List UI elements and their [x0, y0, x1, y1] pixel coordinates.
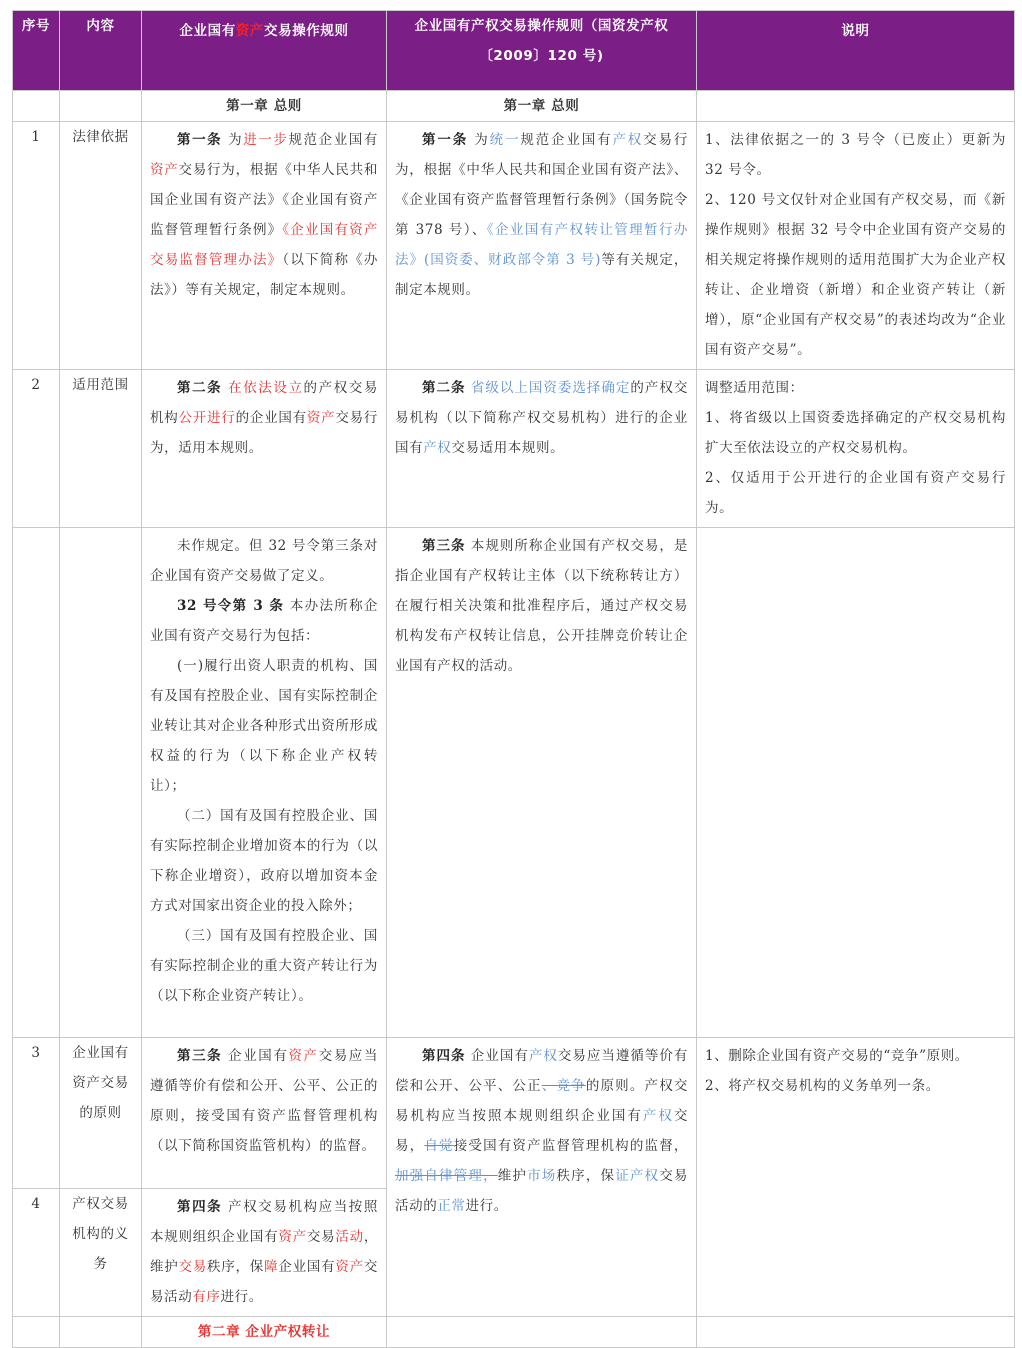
row-topic: 适用范围: [60, 370, 142, 528]
text-run: 交易适用本规则。: [451, 440, 565, 456]
text-run: 本规则所称企业国有产权交易，是指企业国有产权转让主体（以下统称转让方）在履行相关决策和批准程序后，通过产权交易机构发布产权转让信息，公开挂牌竞价转让企业国有产权的活动。: [395, 538, 688, 674]
new-rule-paragraph: [150, 1041, 378, 1161]
header-old-line2: 〔2009〕120 号): [479, 48, 604, 64]
text-run: 正常: [437, 1198, 466, 1214]
text-run: ，维护: [150, 1229, 379, 1275]
new-rule-paragraph: [150, 801, 378, 921]
row-topic: 法律依据: [60, 122, 142, 370]
text-run: 第三条: [422, 538, 466, 554]
old-rule-text: [387, 122, 697, 370]
note-text: [697, 1038, 1015, 1317]
text-run: 交易应当遵循等价有偿和公开、公平、公正的原则，接受国有资产监督管理机构（以下简称国资监管机构）的监督。: [150, 1048, 378, 1154]
text-run: 产权: [642, 1108, 674, 1124]
text-run: （三）国有及国有控股企业、国有实际控制企业的重大资产转让行为（以下称企业资产转让）。: [150, 928, 378, 1004]
row-topic: 产权交易机构的义务: [60, 1189, 142, 1317]
header-note: 说明: [697, 11, 1015, 91]
text-run: 、竞争: [541, 1078, 586, 1094]
header-old-rules: [387, 11, 697, 91]
text-run: 的产权交易机构（以下简称产权交易机构）进行的企业国有: [395, 380, 688, 456]
note-line: 2、将产权交易机构的义务单列一条。: [705, 1078, 940, 1094]
text-run: （以下简称《办法》）等有关规定，制定本规则。: [150, 252, 378, 298]
text-run: 统一: [489, 132, 521, 148]
text-run: 交易行为，根据《中华人民共和国企业国有资产法》《企业国有资产监督管理暂行条例》: [150, 162, 379, 238]
header-num: 序号: [13, 11, 60, 91]
text-run: 《企业国有产权转让管理暂行办法》(国资委、财政部令第 3 号): [395, 222, 689, 268]
text-run: 规范企业国有: [288, 132, 378, 148]
text-run: 交易活动的: [395, 1168, 689, 1214]
text-run: 交易: [178, 1259, 208, 1275]
old-rule-text: [387, 370, 697, 528]
new-rule-text: [142, 528, 387, 1038]
text-run: 市场: [527, 1168, 557, 1184]
old-rule-paragraph: [395, 1041, 688, 1221]
text-run: 交易行为，根据《中华人民共和国企业国有资产法》、《企业国有资产监督管理暂行条例》（国务院令第 378 号）、: [395, 132, 688, 238]
table-row-2: [13, 370, 1015, 528]
old-rule-text: [387, 528, 697, 1038]
new-rule-text: [142, 370, 387, 528]
header-old-line1: 企业国有产权交易操作规则（国资发产权: [414, 18, 669, 34]
chapter1-old: 第一章 总则: [387, 91, 697, 122]
new-rule-paragraph: [150, 373, 378, 463]
text-run: 等有关规定，制定本规则。: [395, 252, 688, 298]
text-run: 第一条: [422, 132, 469, 148]
note-line: 2、仅适用于公开进行的企业国有资产交易行为。: [705, 470, 1006, 516]
text-run: 省级以上国资委选择确定: [470, 380, 631, 396]
text-run: 交易应当遵循等价有偿和公开、公平、公正: [395, 1048, 688, 1094]
text-run: 企业国有: [278, 1259, 336, 1275]
row-number: 2: [13, 370, 60, 528]
text-run: 为: [222, 132, 244, 148]
note-line: 2、120 号文仅针对企业国有产权交易，而《新操作规则》根据 32 号令中企业国有资产交易的相关规定将操作规则的适用范围扩大为企业产权转让、企业增资（新增）和企业资产转让（新增），原“企业国有产权交易”的表述均改为“企业国有资产交易”。: [705, 192, 1006, 358]
text-run: （二）国有及国有控股企业、国有实际控制企业增加资本的行为（以下称企业增资），政府以增加资本金方式对国家出资企业的投入除外；: [150, 808, 378, 914]
text-run: 资产: [150, 162, 179, 178]
text-run: 产权: [612, 132, 644, 148]
header-new-b: 交易操作规则: [264, 23, 349, 39]
text-run: 活动: [335, 1229, 364, 1245]
old-rule-paragraph: [395, 373, 688, 463]
new-rule-paragraph: [150, 531, 378, 591]
text-run: 第二条: [422, 380, 466, 396]
text-run: 资产: [288, 1048, 319, 1064]
text-run: 企业国有: [465, 1048, 529, 1064]
chapter1-new: 第一章 总则: [142, 91, 387, 122]
new-rule-text: [142, 1038, 387, 1189]
text-run: 进行。: [465, 1198, 508, 1214]
text-run: 进行。: [220, 1289, 263, 1305]
header-new-a: 企业国有: [179, 23, 236, 39]
chapter2-row: [13, 1317, 1015, 1348]
text-run: 第四条: [177, 1199, 223, 1215]
text-run: 产权: [528, 1048, 558, 1064]
text-run: 进一步: [243, 132, 289, 148]
old-rule-paragraph: [395, 531, 688, 681]
note-line: 1、将省级以上国资委选择确定的产权交易机构扩大至依法设立的产权交易机构。: [705, 410, 1006, 456]
text-run: 秩序，保: [556, 1168, 616, 1184]
note-line: 1、删除企业国有资产交易的“竞争”原则。: [705, 1048, 969, 1064]
new-rule-text: [142, 1189, 387, 1317]
header-topic: 内容: [60, 11, 142, 91]
text-run: 第三条: [177, 1048, 223, 1064]
text-run: 接受国有资产监督管理机构的监督，: [453, 1138, 688, 1154]
text-run: 产权: [423, 440, 452, 456]
row-topic: 企业国有资产交易的原则: [60, 1038, 142, 1189]
comparison-table: [12, 10, 1015, 1348]
text-run: 在依法设立: [228, 380, 304, 396]
chapter2-new: 第二章 企业产权转让: [142, 1317, 387, 1348]
table-row-definition: [13, 528, 1015, 1038]
new-rule-paragraph: [150, 921, 378, 1011]
note-text: [697, 370, 1015, 528]
text-run: 的产权交易机构: [150, 380, 378, 426]
text-run: 第四条: [422, 1048, 466, 1064]
text-run: 第一条: [177, 132, 223, 148]
text-run: 交易: [306, 1229, 336, 1245]
text-run: 资产: [306, 410, 336, 426]
new-rule-paragraph: [150, 651, 378, 801]
text-run: 资产: [278, 1229, 307, 1245]
row-number: 1: [13, 122, 60, 370]
text-run: 秩序，保: [207, 1259, 265, 1275]
text-run: 本办法所称企业国有资产交易行为包括：: [150, 598, 378, 644]
text-run: 产权交易机构应当按照本规则组织企业国有: [150, 1199, 378, 1245]
text-run: 有序: [192, 1289, 221, 1305]
note-line: 调整适用范围：: [705, 380, 804, 396]
text-run: (一)履行出资人职责的机构、国有及国有控股企业、国有实际控制企业转让其对企业各种形式出资所形成权益的行为（以下称企业产权转让）；: [150, 658, 378, 794]
note-text: [697, 122, 1015, 370]
text-run: 为: [468, 132, 490, 148]
new-rule-text: [142, 122, 387, 370]
text-run: 交易活动: [150, 1259, 378, 1305]
text-run: 《企业国有资产交易监督管理办法》: [150, 222, 378, 268]
text-run: 规范企业国有: [520, 132, 613, 148]
text-run: 证产权: [615, 1168, 660, 1184]
text-run: 公开进行: [178, 410, 236, 426]
text-run: 的原则。产权交易机构应当按照本规则组织企业国有: [395, 1078, 688, 1124]
header-new-rules: [142, 11, 387, 91]
text-run: 32 号令第 3 条: [177, 598, 285, 614]
row-number: 3: [13, 1038, 60, 1189]
note-line: 1、法律依据之一的 3 号令（已废止）更新为 32 号令。: [705, 132, 1006, 178]
table-row-3: [13, 1038, 1015, 1189]
text-run: 企业国有: [222, 1048, 289, 1064]
new-rule-paragraph: [150, 591, 378, 651]
text-run: 障: [264, 1259, 279, 1275]
chapter1-row: [13, 91, 1015, 122]
old-rule-text: [387, 1038, 697, 1317]
table-row-1: [13, 122, 1015, 370]
text-run: 未作规定。但 32 号令第三条对企业国有资产交易做了定义。: [150, 538, 378, 584]
old-rule-paragraph: [395, 125, 688, 305]
text-run: 的企业国有: [235, 410, 307, 426]
text-run: 资产: [335, 1259, 364, 1275]
text-run: 维护: [497, 1168, 528, 1184]
new-rule-paragraph: [150, 125, 378, 305]
new-rule-paragraph: [150, 1192, 378, 1312]
text-run: 第二条: [177, 380, 223, 396]
text-run: 交易行为，适用本规则。: [150, 410, 379, 456]
text-run: 加强自律管理，: [395, 1168, 498, 1184]
header-row: [13, 11, 1015, 91]
row-number: 4: [13, 1189, 60, 1317]
text-run: 自觉: [424, 1138, 454, 1154]
text-run: 交易，: [395, 1108, 689, 1154]
header-new-highlight: 资产: [235, 23, 264, 39]
